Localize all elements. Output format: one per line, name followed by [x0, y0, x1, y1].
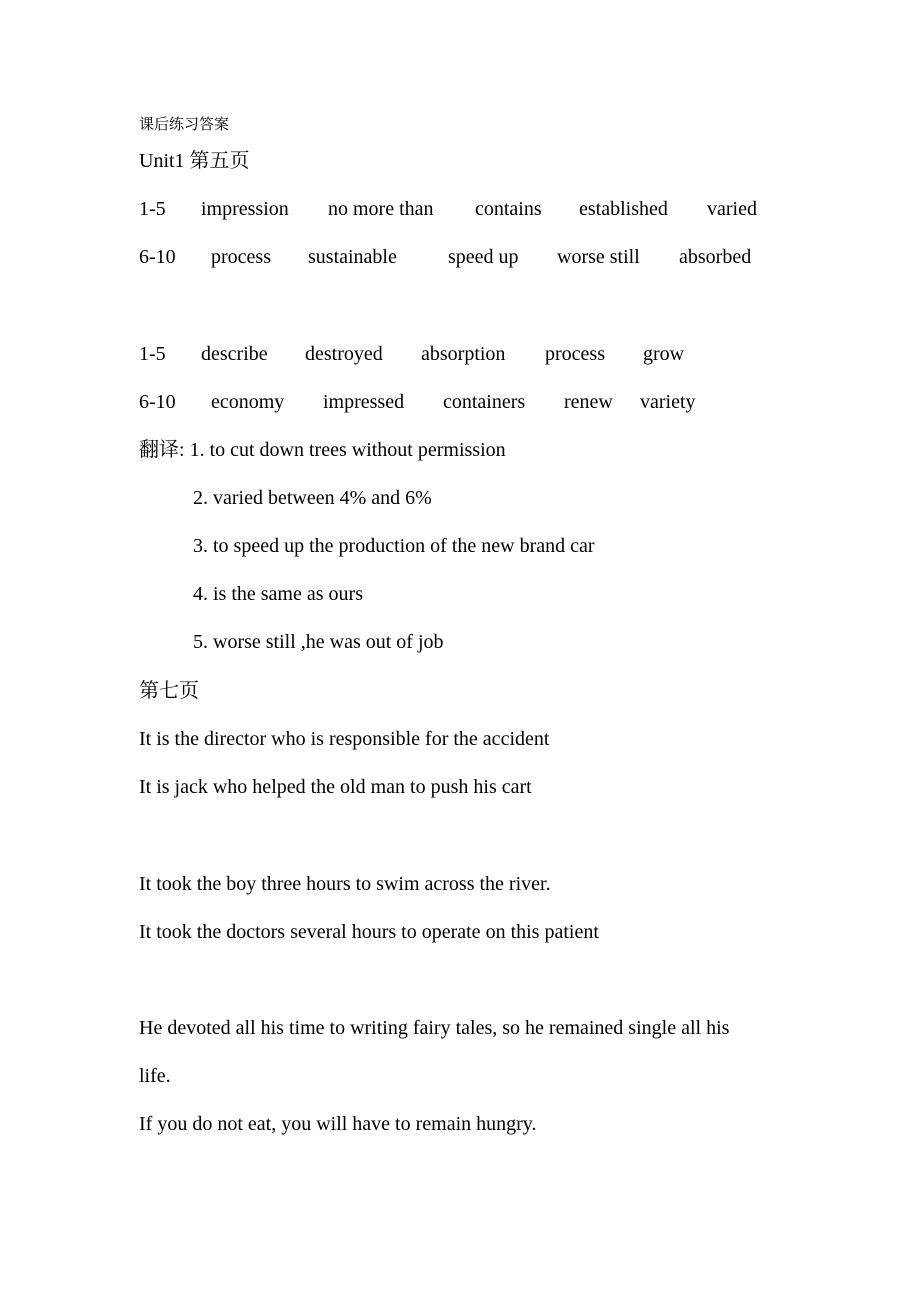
answer-word: worse still — [557, 246, 640, 268]
answer-row — [0, 197, 920, 221]
answer-word: absorbed — [679, 246, 752, 268]
row-number: 1-5 — [139, 343, 166, 365]
page7-heading: 第七页 — [139, 680, 199, 702]
translation-item: 2. varied between 4% and 6% — [193, 487, 432, 509]
answer-word: describe — [201, 343, 268, 365]
answer-word: economy — [211, 391, 285, 413]
translation-item: 3. to speed up the production of the new brand car — [193, 535, 595, 557]
answer-word: no more than — [328, 198, 434, 220]
unit-title: Unit1 第五页 — [139, 150, 250, 172]
translation-first-line — [139, 438, 506, 462]
answer-row — [0, 342, 920, 366]
answer-word: varied — [707, 198, 757, 220]
sentence: life. — [139, 1065, 171, 1087]
translation-label: 翻译: — [139, 439, 190, 461]
answer-word: impressed — [323, 391, 405, 413]
sentence: He devoted all his time to writing fairy tales, so he remained single all his — [139, 1017, 730, 1039]
answer-row — [0, 390, 920, 414]
sentence: It is the director who is responsible for the accident — [139, 728, 550, 750]
row-number: 1-5 — [139, 198, 166, 220]
answer-word: process — [545, 343, 605, 365]
row-number: 6-10 — [139, 391, 176, 413]
sentence: It took the boy three hours to swim across the river. — [139, 873, 551, 895]
answer-word: absorption — [421, 343, 506, 365]
sentence: It took the doctors several hours to operate on this patient — [139, 921, 599, 943]
answer-word: speed up — [448, 246, 519, 268]
answer-word: destroyed — [305, 343, 383, 365]
answer-word: containers — [443, 391, 526, 413]
answer-word: impression — [201, 198, 289, 220]
answer-word: established — [579, 198, 668, 220]
answer-word: process — [211, 246, 271, 268]
translation-item: 1. to cut down trees without permission — [189, 439, 506, 461]
sentence: It is jack who helped the old man to push his cart — [139, 776, 532, 798]
answer-row — [0, 245, 920, 269]
translation-item: 5. worse still ,he was out of job — [193, 631, 444, 653]
translation-item: 4. is the same as ours — [193, 583, 363, 605]
answer-word: variety — [640, 391, 696, 413]
sentence: If you do not eat, you will have to remain hungry. — [139, 1113, 537, 1135]
answer-word: sustainable — [308, 246, 397, 268]
answer-word: contains — [475, 198, 542, 220]
answer-word: grow — [643, 343, 685, 365]
doc-heading: 课后练习答案 — [139, 117, 230, 133]
row-number: 6-10 — [139, 246, 176, 268]
answer-word: renew — [564, 391, 613, 413]
